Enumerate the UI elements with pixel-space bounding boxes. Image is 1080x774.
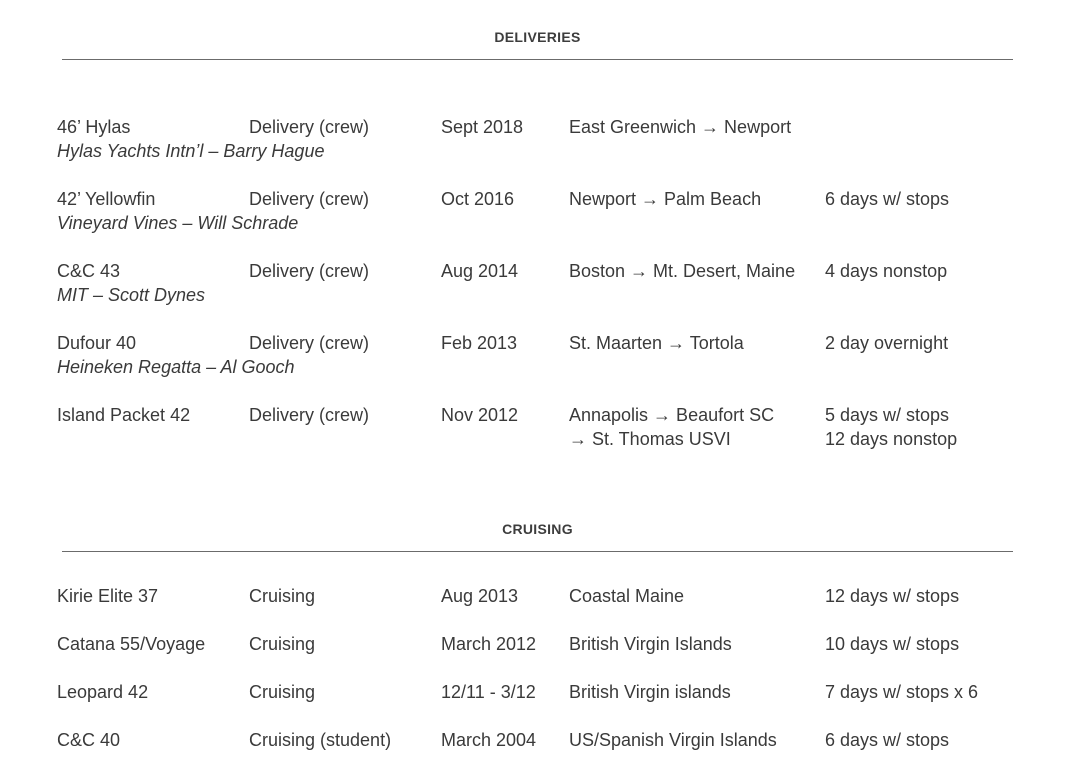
route-leg: → St. Thomas USVI bbox=[569, 429, 731, 449]
trip-type: Cruising bbox=[249, 682, 316, 702]
trip-duration: 6 days w/ stops bbox=[825, 730, 950, 750]
trip-duration bbox=[825, 403, 957, 451]
route-leg: Annapolis → Beaufort SC bbox=[569, 405, 775, 425]
trip-duration: 6 days w/ stops bbox=[825, 189, 950, 209]
trip-duration: 10 days w/ stops bbox=[825, 634, 960, 654]
client-name: Heineken Regatta – Al Gooch bbox=[57, 357, 295, 377]
section-divider bbox=[62, 551, 1013, 552]
section-title-cruising: CRUISING bbox=[502, 521, 573, 537]
trip-route: British Virgin Islands bbox=[569, 634, 732, 654]
trip-date: Oct 2016 bbox=[441, 189, 515, 209]
client-name: MIT – Scott Dynes bbox=[57, 285, 206, 305]
trip-route: British Virgin islands bbox=[569, 682, 731, 702]
boat-name: 46’ Hylas bbox=[57, 117, 131, 137]
boat-name: Leopard 42 bbox=[57, 682, 149, 702]
trip-route: Boston → Mt. Desert, Maine bbox=[569, 261, 796, 281]
trip-date: Sept 2018 bbox=[441, 117, 524, 137]
trip-date: Feb 2013 bbox=[441, 333, 518, 353]
trip-route: Coastal Maine bbox=[569, 586, 685, 606]
trip-duration: 4 days nonstop bbox=[825, 261, 948, 281]
section-title-deliveries: DELIVERIES bbox=[494, 29, 581, 45]
section-divider bbox=[62, 59, 1013, 60]
trip-type: Delivery (crew) bbox=[249, 261, 370, 281]
boat-name: C&C 43 bbox=[57, 261, 121, 281]
duration-leg: 5 days w/ stops bbox=[825, 405, 950, 425]
trip-duration: 7 days w/ stops x 6 bbox=[825, 682, 979, 702]
trip-route: St. Maarten → Tortola bbox=[569, 333, 744, 353]
trip-route: Newport → Palm Beach bbox=[569, 189, 762, 209]
trip-type: Delivery (crew) bbox=[249, 405, 370, 425]
trip-duration: 2 day overnight bbox=[825, 333, 949, 353]
trip-route: US/Spanish Virgin Islands bbox=[569, 730, 777, 750]
boat-name: C&C 40 bbox=[57, 730, 121, 750]
boat-name: Island Packet 42 bbox=[57, 405, 191, 425]
trip-type: Delivery (crew) bbox=[249, 117, 370, 137]
duration-leg: 12 days nonstop bbox=[825, 429, 958, 449]
trip-date: 12/11 - 3/12 bbox=[441, 682, 536, 702]
client-name: Vineyard Vines – Will Schrade bbox=[57, 213, 299, 233]
boat-name: 42’ Yellowfin bbox=[57, 189, 156, 209]
trip-date: Nov 2012 bbox=[441, 405, 519, 425]
trip-type: Delivery (crew) bbox=[249, 189, 370, 209]
boat-name: Dufour 40 bbox=[57, 333, 137, 353]
trip-date: Aug 2013 bbox=[441, 586, 519, 606]
trip-date: March 2004 bbox=[441, 730, 537, 750]
boat-name: Catana 55/Voyage bbox=[57, 634, 206, 654]
client-name: Hylas Yachts Intn’l – Barry Hague bbox=[57, 141, 325, 161]
trip-type: Delivery (crew) bbox=[249, 333, 370, 353]
trip-route: East Greenwich → Newport bbox=[569, 117, 792, 137]
trip-type: Cruising bbox=[249, 634, 316, 654]
trip-type: Cruising (student) bbox=[249, 730, 392, 750]
trip-date: March 2012 bbox=[441, 634, 537, 654]
trip-type: Cruising bbox=[249, 586, 316, 606]
boat-name: Kirie Elite 37 bbox=[57, 586, 159, 606]
trip-date: Aug 2014 bbox=[441, 261, 519, 281]
trip-duration: 12 days w/ stops bbox=[825, 586, 960, 606]
trip-route bbox=[569, 403, 774, 451]
